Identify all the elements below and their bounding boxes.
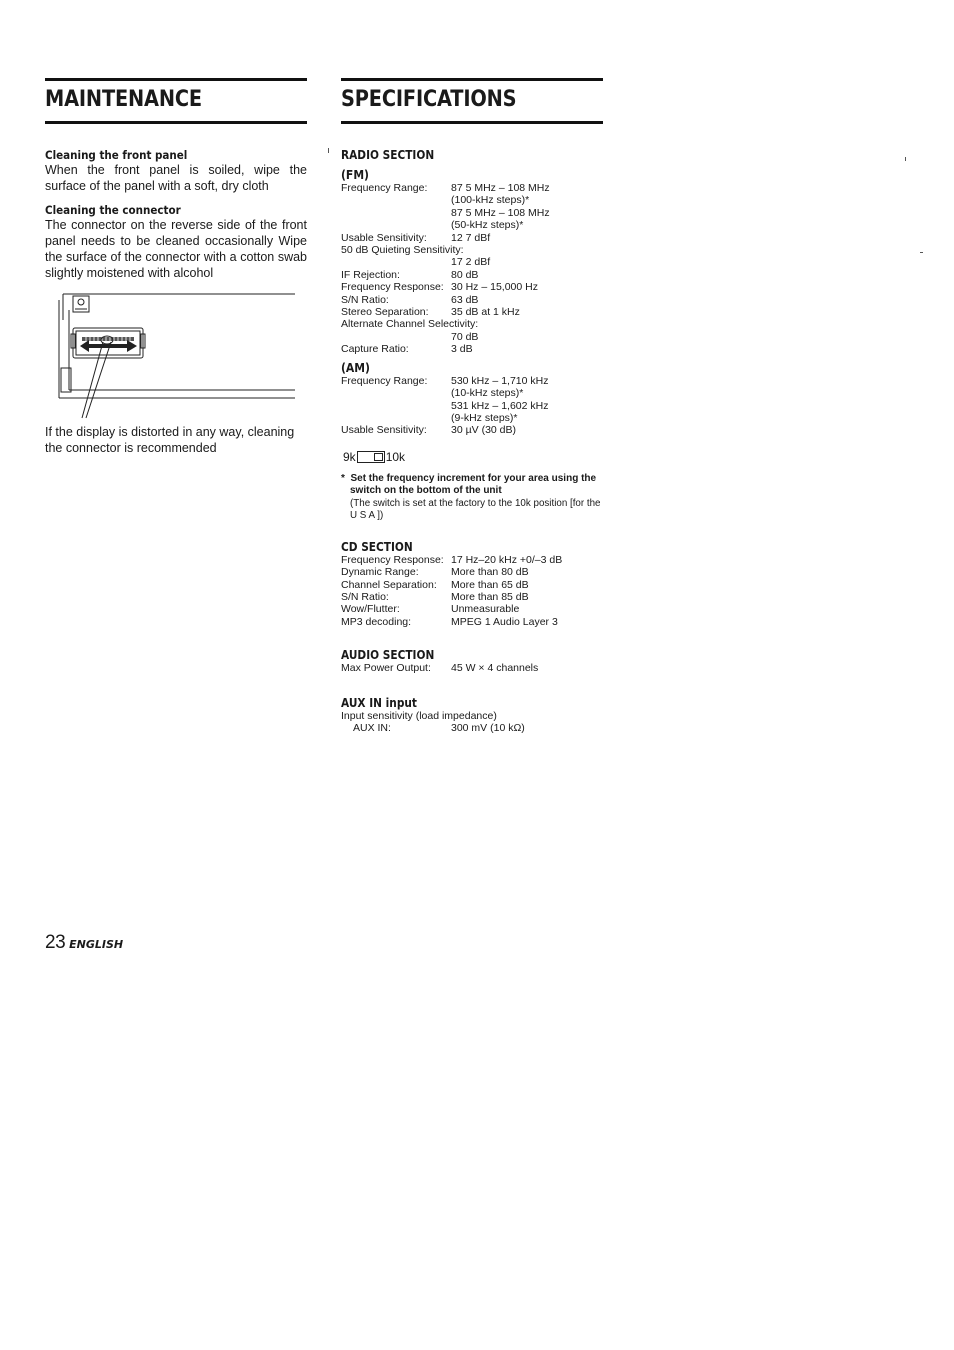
spec-value: More than 65 dB xyxy=(451,578,529,591)
spec-value: 87 5 MHz – 108 MHz xyxy=(451,182,550,194)
spec-label: Frequency Response: xyxy=(341,281,444,294)
maintenance-column xyxy=(45,78,307,456)
connector-heading: Cleaning the connector xyxy=(45,203,181,217)
distorted-display-text: If the display is distorted in any way, cleaning the connector is recommended xyxy=(45,425,295,455)
spec-row xyxy=(341,603,603,615)
spec-value: 530 kHz – 1,710 kHz xyxy=(451,374,549,387)
switch-slider-icon xyxy=(357,451,385,463)
spec-label: Max Power Output: xyxy=(341,662,431,675)
spec-value: 17 Hz–20 kHz +0/–3 dB xyxy=(451,553,563,566)
spec-value: (9-kHz steps)* xyxy=(451,411,518,424)
page-number: 23 xyxy=(45,932,66,953)
spec-row xyxy=(341,424,603,436)
spec-label: Channel Separation: xyxy=(341,578,437,591)
spec-label: Frequency Range: xyxy=(341,374,428,387)
spec-value: MPEG 1 Audio Layer 3 xyxy=(451,615,558,628)
spec-value: More than 80 dB xyxy=(451,566,529,579)
fm-specs xyxy=(341,182,603,356)
spec-row xyxy=(341,722,603,734)
spec-label: 50 dB Quieting Sensitivity: xyxy=(341,244,464,257)
spec-label: Capture Ratio: xyxy=(341,343,409,356)
spec-label: IF Rejection: xyxy=(341,268,400,281)
spec-value: 45 W × 4 channels xyxy=(451,662,539,675)
spec-value: 3 dB xyxy=(451,343,473,356)
front-panel-text: When the front panel is soiled, wipe the surface of the panel with a soft, dry cloth xyxy=(45,163,307,193)
language-label: ENGLISH xyxy=(69,938,124,951)
aux-specs xyxy=(341,710,603,735)
spec-value: 80 dB xyxy=(451,268,479,281)
spec-value: 63 dB xyxy=(451,293,479,306)
spec-label: S/N Ratio: xyxy=(341,293,389,306)
audio-specs xyxy=(341,662,603,674)
note-bold: Set the frequency increment for your area using the switch on the bottom of the unit xyxy=(350,472,597,497)
spec-value: 30 µV (30 dB) xyxy=(451,424,516,437)
spec-label: Dynamic Range: xyxy=(341,566,419,579)
spec-label: AUX IN: xyxy=(353,721,391,734)
spec-value: 87 5 MHz – 108 MHz xyxy=(451,206,550,219)
step-switch xyxy=(343,450,603,464)
aux-in-heading: AUX IN input xyxy=(341,695,417,710)
spec-label: Usable Sensitivity: xyxy=(341,231,427,244)
spec-label: Alternate Channel Selectivity: xyxy=(341,318,479,331)
frequency-step-note xyxy=(341,473,603,523)
spec-row xyxy=(341,375,603,387)
spec-value: 531 kHz – 1,602 kHz xyxy=(451,399,549,412)
spec-row xyxy=(341,294,603,306)
spec-label: MP3 decoding: xyxy=(341,615,412,628)
spec-row xyxy=(341,306,603,318)
cd-specs xyxy=(341,554,603,628)
page-footer xyxy=(45,932,123,954)
audio-section-heading: AUDIO SECTION xyxy=(341,648,435,663)
spec-label: S/N Ratio: xyxy=(341,590,389,603)
spec-value: 70 dB xyxy=(451,330,479,343)
fm-heading: (FM) xyxy=(341,168,369,182)
spec-label: Frequency Response: xyxy=(341,553,444,566)
spec-value: 17 2 dBf xyxy=(451,256,491,269)
scan-mark xyxy=(920,252,923,253)
spec-value: 35 dB at 1 kHz xyxy=(451,306,520,319)
maintenance-heading-block xyxy=(45,78,307,124)
connector-text: The connector on the reverse side of the front panel needs to be cleaned occasionally Wipe the surface of the connector with a cotton swab slightly moistened with alcohol xyxy=(45,218,307,280)
spec-value: 12 7 dBf xyxy=(451,231,491,244)
spec-row xyxy=(341,343,603,355)
aux-sub: Input sensitivity (load impedance) xyxy=(341,709,497,722)
cd-section-heading: CD SECTION xyxy=(341,539,413,554)
spec-row xyxy=(341,182,603,194)
note-sub: (The switch is set at the factory to the 10k position [for the U S A ]) xyxy=(350,497,601,522)
spec-row xyxy=(341,232,603,244)
spec-value: (10-kHz steps)* xyxy=(451,387,524,400)
spec-value: Unmeasurable xyxy=(451,603,520,616)
spec-value: 300 mV (10 kΩ) xyxy=(451,721,525,734)
specifications-title: SPECIFICATIONS xyxy=(341,87,517,112)
spec-row xyxy=(341,566,603,578)
spec-value: (50-kHz steps)* xyxy=(451,219,524,232)
spec-value: More than 85 dB xyxy=(451,590,529,603)
spec-label: Frequency Range: xyxy=(341,182,428,194)
spec-row xyxy=(341,579,603,591)
specifications-column xyxy=(341,78,603,734)
maintenance-title: MAINTENANCE xyxy=(45,87,202,112)
spec-row xyxy=(341,591,603,603)
spec-row xyxy=(341,662,603,674)
spec-row xyxy=(341,616,603,628)
radio-section-heading: RADIO SECTION xyxy=(341,148,435,162)
spec-label: Stereo Separation: xyxy=(341,306,429,319)
spec-row xyxy=(341,554,603,566)
spec-row xyxy=(341,281,603,293)
specifications-heading-block xyxy=(341,78,603,124)
spec-value: (100-kHz steps)* xyxy=(451,194,530,207)
switch-label-9k: 9k xyxy=(343,449,356,464)
scan-mark xyxy=(905,157,906,161)
spec-row xyxy=(341,269,603,281)
note-marker: * xyxy=(341,472,345,484)
am-specs xyxy=(341,375,603,437)
connector-cleaning-illustration xyxy=(45,290,307,420)
spec-label: Usable Sensitivity: xyxy=(341,424,427,437)
front-panel-heading: Cleaning the front panel xyxy=(45,148,188,162)
spec-label: Wow/Flutter: xyxy=(341,603,400,616)
switch-label-10k: 10k xyxy=(385,449,406,464)
am-heading: (AM) xyxy=(341,360,370,375)
spec-value: 30 Hz – 15,000 Hz xyxy=(451,281,538,294)
scan-mark xyxy=(328,148,329,153)
